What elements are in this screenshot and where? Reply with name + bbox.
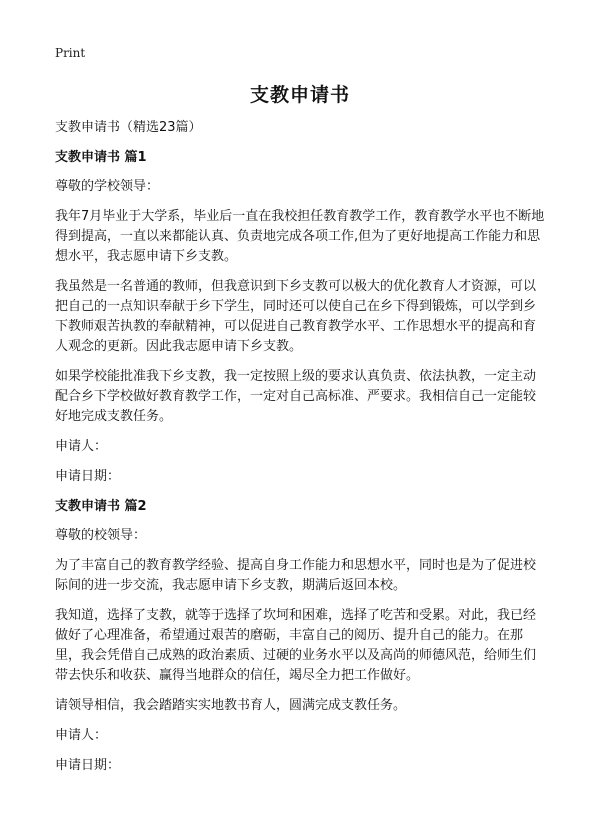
section-heading: 支教申请书 篇2 <box>55 499 147 514</box>
paragraph: 我知道，选择了支教，就等于选择了坎坷和困难，选择了吃苦和受累。对此，我已经做好了心理准备，希望通过艰苦的磨砺，丰富自己的阅历、提升自己的能力。在那里，我会凭借自己成熟的政治素质、过硬的业务水平以及高尚的师德风范，给师生们带去快乐和收获、赢得当地群众的信任，竭尽全力把工作做好。 <box>55 608 537 683</box>
document-title: 支教申请书 <box>249 84 350 106</box>
document-body <box>55 118 545 786</box>
salutation: 尊敬的校领导： <box>55 528 147 543</box>
paragraph: 为了丰富自己的教育教学经验、提高自身工作能力和思想水平，同时也是为了促进校际间的进一步交流，我志愿申请下乡支教，期满后返回本校。 <box>55 558 537 593</box>
date-label: 申请日期： <box>55 469 121 484</box>
paragraph: 请领导相信，我会踏踏实实地教书育人，圆满完成支教任务。 <box>55 698 407 713</box>
print-label: Print <box>55 46 86 60</box>
section-1 <box>55 148 545 487</box>
paragraph: 我虽然是一名普通的教师，但我意识到下乡支教可以极大的优化教育人才资源，可以把自己的一点知识奉献于乡下学生，同时还可以使自己在乡下得到锻炼，可以学到乡下教师艰苦执教的奉献精神，可以促进自己教育教学水平、工作思想水平的提高和育人观念的更新。因此我志愿申请下乡支教。 <box>55 279 537 354</box>
document-subtitle: 支教申请书（精选23篇） <box>55 120 202 135</box>
applicant-label: 申请人： <box>55 439 108 454</box>
date-label: 申请日期： <box>55 758 121 773</box>
applicant-label: 申请人： <box>55 728 108 743</box>
paragraph: 我年7月毕业于大学系，毕业后一直在我校担任教育教学工作，教育教学水平也不断地得到提高，一直以来都能认真、负责地完成各项工作,但为了更好地提高工作能力和思想水平，我志愿申请下乡支教。 <box>55 209 545 264</box>
salutation: 尊敬的学校领导： <box>55 179 160 194</box>
paragraph: 如果学校能批准我下乡支教，我一定按照上级的要求认真负责、依法执教，一定主动配合乡下学校做好教育教学工作，一定对自己高标准、严要求。我相信自己一定能较好地完成支教任务。 <box>55 369 537 424</box>
section-2 <box>55 497 545 776</box>
section-heading: 支教申请书 篇1 <box>55 150 147 165</box>
